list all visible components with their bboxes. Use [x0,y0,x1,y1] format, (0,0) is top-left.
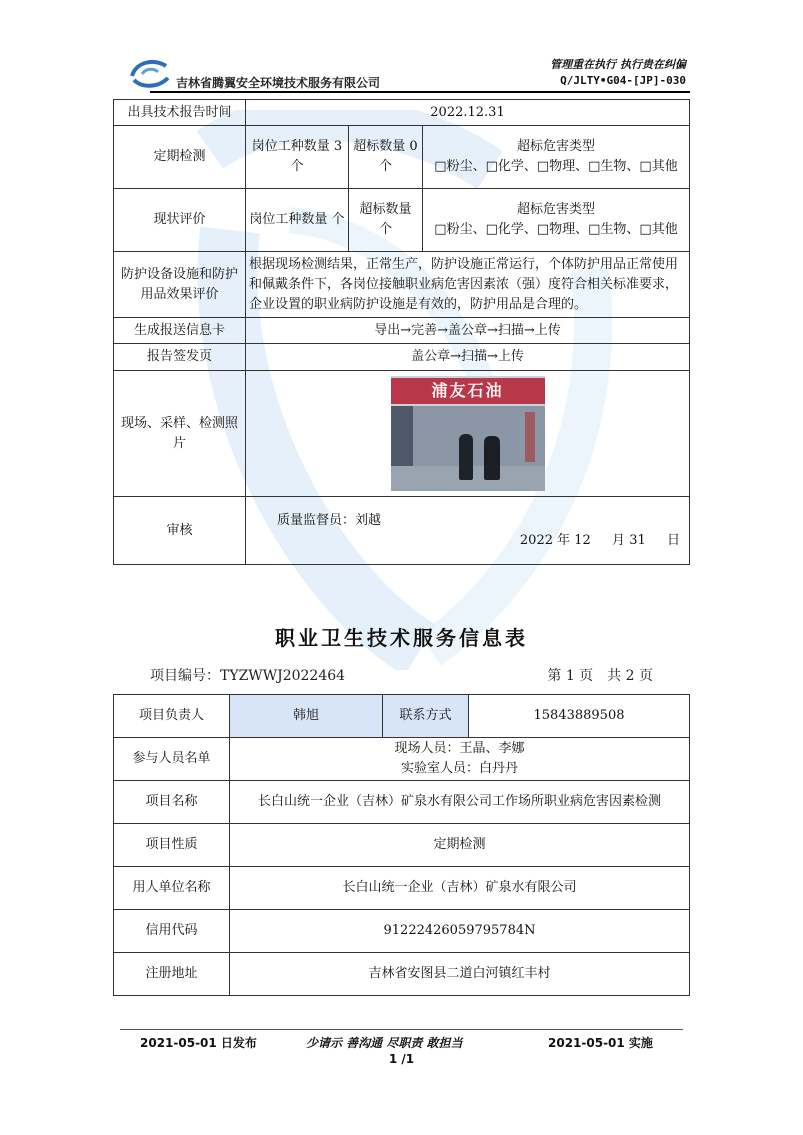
sign-page-value: 盖公章→扫描→上传 [246,344,690,371]
report-table [113,99,690,565]
status-post-count: 岗位工种数量 个 [246,189,349,252]
employer-value: 长白山统一企业（吉林）矿泉水有限公司 [230,867,690,910]
project-name-label: 项目名称 [114,781,230,824]
address-label: 注册地址 [114,953,230,996]
footer-effective: 2021-05-01 实施 [548,1036,653,1050]
info-sheet-title: 职业卫生技术服务信息表 [275,626,528,650]
status-exceed-count: 超标数量 个 [349,189,423,252]
page-info: 第 1 页 共 2 页 [547,668,653,684]
members-label: 参与人员名单 [114,738,230,781]
photo-shop-sign: 浦友石油 [391,378,545,404]
address-value: 吉林省安图县二道白河镇红丰村 [230,953,690,996]
issue-time-label: 出具技术报告时间 [114,100,246,126]
photo-person-left [459,434,473,480]
contact-label: 联系方式 [383,695,469,738]
company-motto: 管理重在执行 执行贵在纠偏 [550,58,686,71]
company-name: 吉林省腾翼安全环境技术服务有限公司 [176,76,381,90]
members-field: 现场人员：王晶、李娜 [394,741,525,756]
employer-label: 用人单位名称 [114,867,230,910]
credit-label: 信用代码 [114,910,230,953]
document-code: Q/JLTY•G04-[JP]-030 [560,74,686,87]
protection-label: 防护设备设施和防护用品效果评价 [114,252,246,318]
review-date: 2022 年 12 月 31 日 [519,532,681,548]
periodic-hazard-title: 超标危害类型 [517,139,596,154]
sign-page-label: 报告签发页 [114,344,246,371]
info-sheet-table [113,694,690,996]
status-label: 现状评价 [114,189,246,252]
project-name-value: 长白山统一企业（吉林）矿泉水有限公司工作场所职业病危害因素检测 [230,781,690,824]
protection-text: 根据现场检测结果，正常生产，防护设施正常运行，个体防护用品正常使用和佩戴条件下，各岗位接触职业病危害因素浓（强）度符合相关标准要求，企业设置的职业病防护设施是有效的，防护用品是合理的。 [246,252,690,318]
leader-value: 韩旭 [230,695,383,738]
periodic-hazard-options: □粉尘、□化学、□物理、□生物、□其他 [434,159,678,174]
periodic-post-count: 岗位工种数量 3 个 [246,126,349,189]
members-lab: 实验室人员：白丹丹 [400,761,518,776]
site-photo [391,376,545,491]
members-value [230,738,690,781]
header-divider [150,91,690,93]
info-card-value: 导出→完善→盖公章→扫描→上传 [246,318,690,344]
company-logo-icon [128,58,172,90]
leader-label: 项目负责人 [114,695,230,738]
footer-divider [120,1029,683,1030]
footer-slogan: 少请示 善沟通 尽职责 敢担当 [306,1036,463,1050]
photos-label: 现场、采样、检测照片 [114,371,246,497]
footer-published: 2021-05-01 日发布 [140,1036,257,1050]
nature-label: 项目性质 [114,824,230,867]
review-label: 审核 [114,497,246,565]
status-hazard-options: □粉尘、□化学、□物理、□生物、□其他 [434,222,678,237]
issue-time-value: 2022.12.31 [246,100,690,126]
info-card-label: 生成报送信息卡 [114,318,246,344]
status-hazard-types [423,189,690,252]
review-supervisor: 质量监督员：刘越 [277,512,382,528]
review-cell [246,497,690,565]
nature-value: 定期检测 [230,824,690,867]
periodic-hazard-types [423,126,690,189]
status-hazard-title: 超标危害类型 [517,202,596,217]
periodic-label: 定期检测 [114,126,246,189]
contact-value: 15843889508 [469,695,690,738]
credit-value: 91222426059795784N [230,910,690,953]
site-photo-cell [246,371,690,497]
footer-page-number: 1 /1 [388,1052,415,1066]
periodic-exceed-count: 超标数量 0 个 [349,126,423,189]
photo-person-right [484,436,500,480]
project-number: 项目编号：TYZWWJ2022464 [150,668,346,684]
